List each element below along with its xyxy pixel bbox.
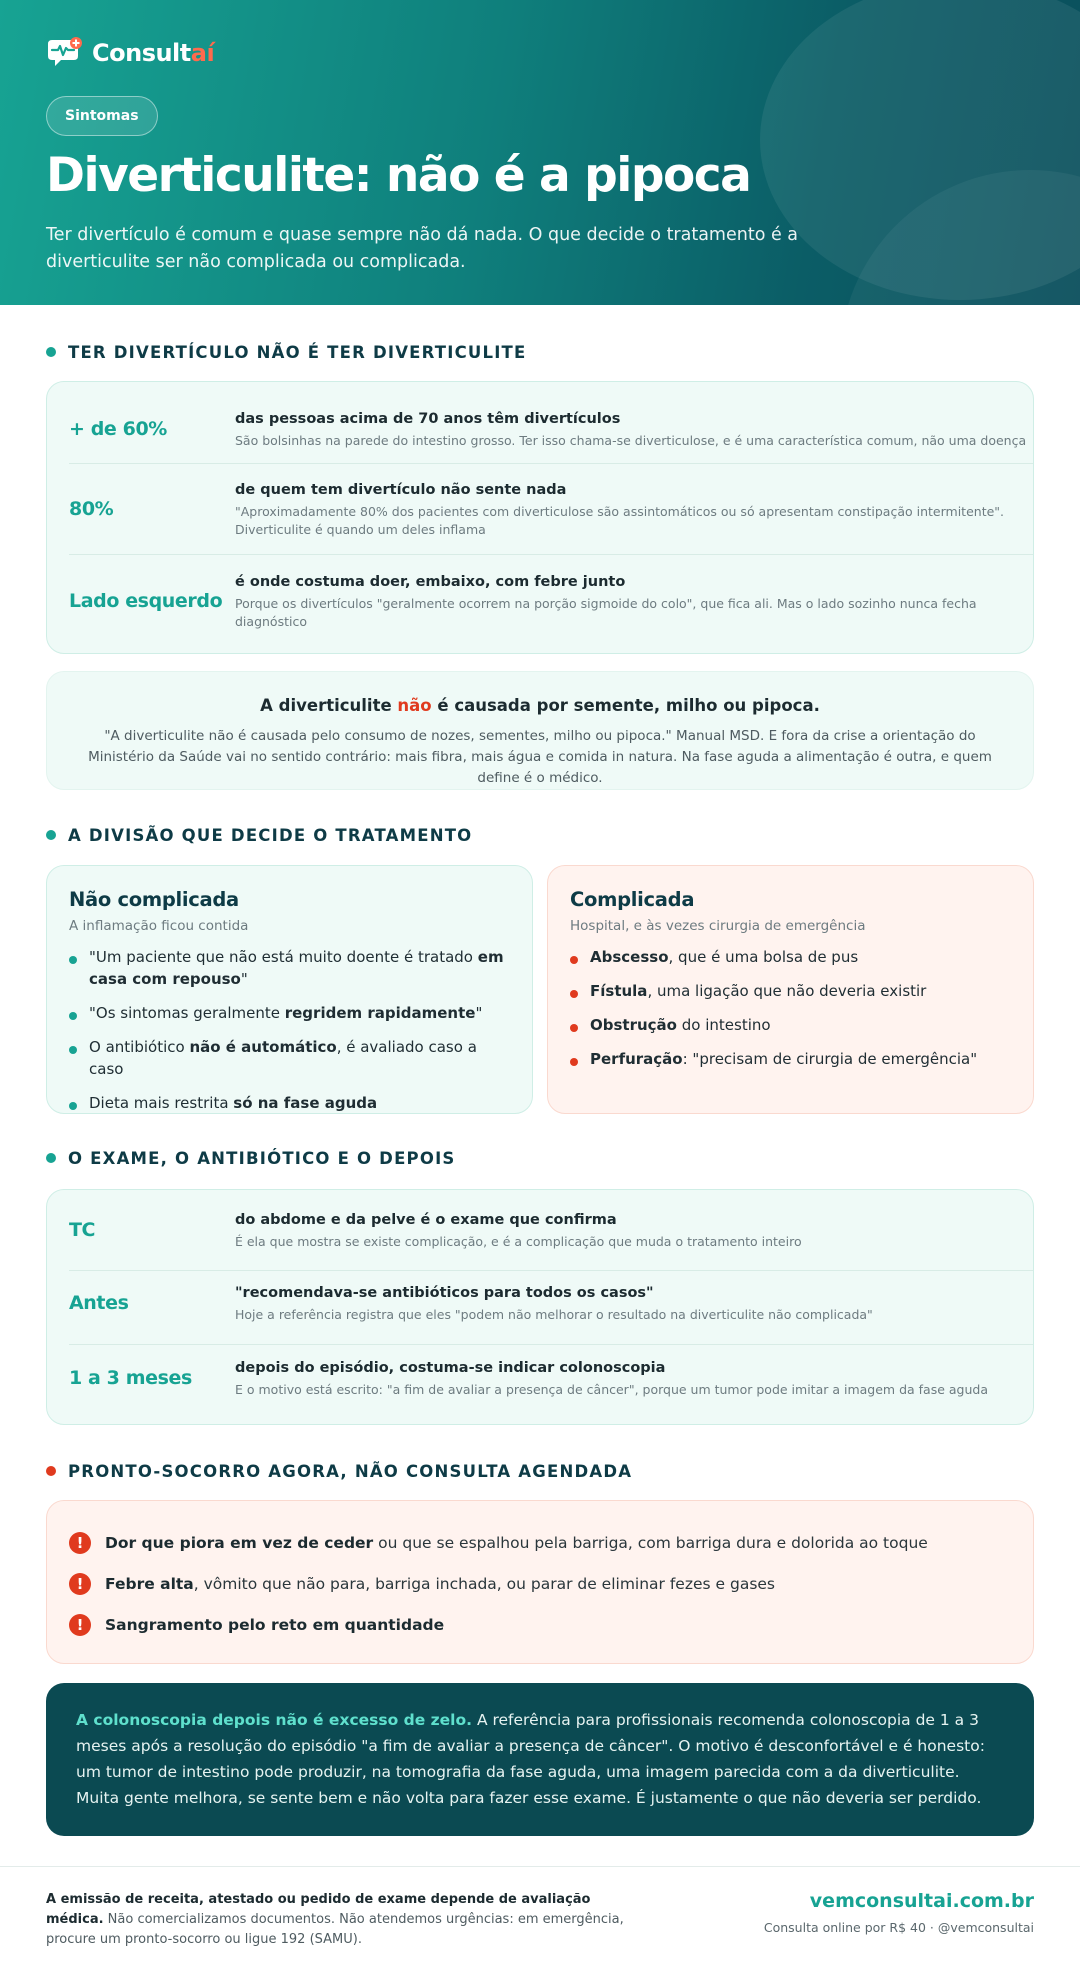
note-headline: A diverticulite não é causada por semente, milho ou pipoca. [260, 696, 820, 715]
info-value: Antes [69, 1292, 129, 1314]
bullet-list [69, 946, 510, 1114]
stat-description: São bolsinhas na parede do intestino grosso. Ter isso chama-se diverticulose, e é uma característica comum, não uma doença [235, 432, 1027, 448]
info-row [69, 1273, 1033, 1333]
footer-disclaimer: A emissão de receita, atestado ou pedido de exame depende de avaliação médica. Não comercializamos documentos. Não atendemos urgências: em emergência, procure um pronto-socorro ou ligue 192 (SAMU). [46, 1892, 624, 1947]
heart-pulse-chat-icon [48, 37, 82, 69]
bullet-dot-icon [46, 1466, 56, 1476]
stat-headline: é onde costuma doer, embaixo, com febre junto [235, 573, 626, 590]
footer-info: Consulta online por R$ 40 · @vemconsultai [763, 1920, 1034, 1935]
list-item: Obstrução do intestino [570, 1014, 1011, 1036]
info-row [69, 1200, 1033, 1260]
section-title: A DIVISÃO QUE DECIDE O TRATAMENTO [46, 823, 472, 847]
column-subtitle: Hospital, e às vezes cirurgia de emergência [570, 918, 866, 934]
stat-row [69, 555, 1033, 647]
exam-card [46, 1189, 1034, 1425]
column-title: Complicada [570, 888, 695, 911]
page-title: Diverticulite: não é a pipoca [46, 148, 751, 203]
bullet-dot-icon [46, 830, 56, 840]
stat-value: + de 60% [69, 418, 167, 440]
note-body: "A diverticulite não é causada pelo consumo de nozes, sementes, milho ou pipoca." Manual MSD. E fora da crise a orientação do Ministério da Saúde vai no sentido contrário: mais fibra, mais água e comida in natura. Na fase aguda a alimentação é outra, e quem define é o médico. [88, 728, 992, 786]
logo[interactable] [48, 36, 214, 70]
stat-row [69, 464, 1033, 554]
website-link[interactable]: vemconsultai.com.br [809, 1890, 1034, 1912]
stat-value: Lado esquerdo [69, 590, 223, 612]
list-item: O antibiótico não é automático, é avaliado caso a caso [69, 1036, 510, 1080]
section-title: O EXAME, O ANTIBIÓTICO E O DEPOIS [46, 1146, 456, 1170]
divider [69, 1344, 1033, 1345]
section-title: PRONTO-SOCORRO AGORA, NÃO CONSULTA AGENDADA [46, 1459, 632, 1483]
emergency-item: ! Dor que piora em vez de ceder ou que se espalhou pela barriga, com barriga dura e dolorida ao toque [69, 1530, 1011, 1556]
info-description: E o motivo está escrito: "a fim de avaliar a presença de câncer", porque um tumor pode imitar a imagem da fase aguda [235, 1381, 988, 1397]
stat-value: 80% [69, 498, 114, 520]
myth-note-card [46, 671, 1034, 790]
brand-name: Consultaí [92, 39, 215, 67]
info-headline: do abdome e da pelve é o exame que confirma [235, 1211, 617, 1228]
page-subtitle: Ter divertículo é comum e quase sempre não dá nada. O que decide o tratamento é a diverticulite ser não complicada ou complicada. [46, 225, 799, 272]
info-headline: "recomendava-se antibióticos para todos os casos" [235, 1284, 654, 1301]
stat-description: "Aproximadamente 80% dos pacientes com diverticulose são assintomáticos ou só apresentam constipação intermitente". Diverticulite é quando um deles inflama [235, 503, 1005, 537]
footer-divider [0, 1866, 1080, 1867]
exclamation-icon: ! [69, 1532, 91, 1554]
exclamation-icon: ! [69, 1573, 91, 1595]
stats-card [46, 381, 1034, 654]
stat-headline: de quem tem divertículo não sente nada [235, 481, 567, 498]
info-value: TC [69, 1219, 96, 1241]
emergency-card [46, 1500, 1034, 1664]
list-item: "Um paciente que não está muito doente é tratado em casa com repouso" [69, 946, 510, 990]
bullet-list [570, 946, 1011, 1070]
exclamation-icon: ! [69, 1614, 91, 1636]
bullet-dot-icon [46, 347, 56, 357]
stat-description: Porque os divertículos "geralmente ocorrem na porção sigmoide do colo", que fica ali. Mas o lado sozinho nunca fecha diagnóstico [235, 595, 977, 629]
info-description: Hoje a referência registra que eles "podem não melhorar o resultado na diverticulite não complicada" [235, 1306, 873, 1322]
list-item: "Os sintomas geralmente regridem rapidamente" [69, 1002, 510, 1024]
list-item: Dieta mais restrita só na fase aguda [69, 1092, 510, 1114]
info-value: 1 a 3 meses [69, 1367, 192, 1389]
category-tag[interactable]: Sintomas [46, 96, 158, 136]
emergency-item: ! Febre alta, vômito que não para, barriga inchada, ou parar de eliminar fezes e gases [69, 1571, 1011, 1597]
stat-headline: das pessoas acima de 70 anos têm divertículos [235, 410, 621, 427]
uncomplicated-card [46, 865, 533, 1114]
bullet-dot-icon [46, 1153, 56, 1163]
list-item: Perfuração: "precisam de cirurgia de emergência" [570, 1048, 1011, 1070]
section-title: TER DIVERTÍCULO NÃO É TER DIVERTICULITE [46, 340, 526, 364]
info-row [69, 1347, 1033, 1409]
callout-text: A colonoscopia depois não é excesso de zelo. A referência para profissionais recomenda colonoscopia de 1 a 3 meses após a resolução do episódio "a fim de avaliar a presença de câncer". O motivo é desconfortável e é honesto: um tumor de intestino pode produzir, na tomografia da fase aguda, uma imagem parecida com a da diverticulite. Muita gente melhora, se sente bem e não volta para fazer esse exame. É justamente o que não deveria ser perdido. [76, 1711, 985, 1807]
list-item: Fístula, uma ligação que não deveria existir [570, 980, 1011, 1002]
emergency-item: ! Sangramento pelo reto em quantidade [69, 1612, 1011, 1638]
info-headline: depois do episódio, costuma-se indicar colonoscopia [235, 1359, 666, 1376]
info-description: É ela que mostra se existe complicação, e é a complicação que muda o tratamento inteiro [235, 1233, 802, 1249]
column-title: Não complicada [69, 888, 239, 911]
divider [69, 1270, 1033, 1271]
complicated-card [547, 865, 1034, 1114]
hero-header [0, 0, 1080, 305]
colonoscopy-callout [46, 1683, 1034, 1836]
list-item: Abscesso, que é uma bolsa de pus [570, 946, 1011, 968]
column-subtitle: A inflamação ficou contida [69, 918, 249, 934]
stat-row [69, 396, 1033, 462]
